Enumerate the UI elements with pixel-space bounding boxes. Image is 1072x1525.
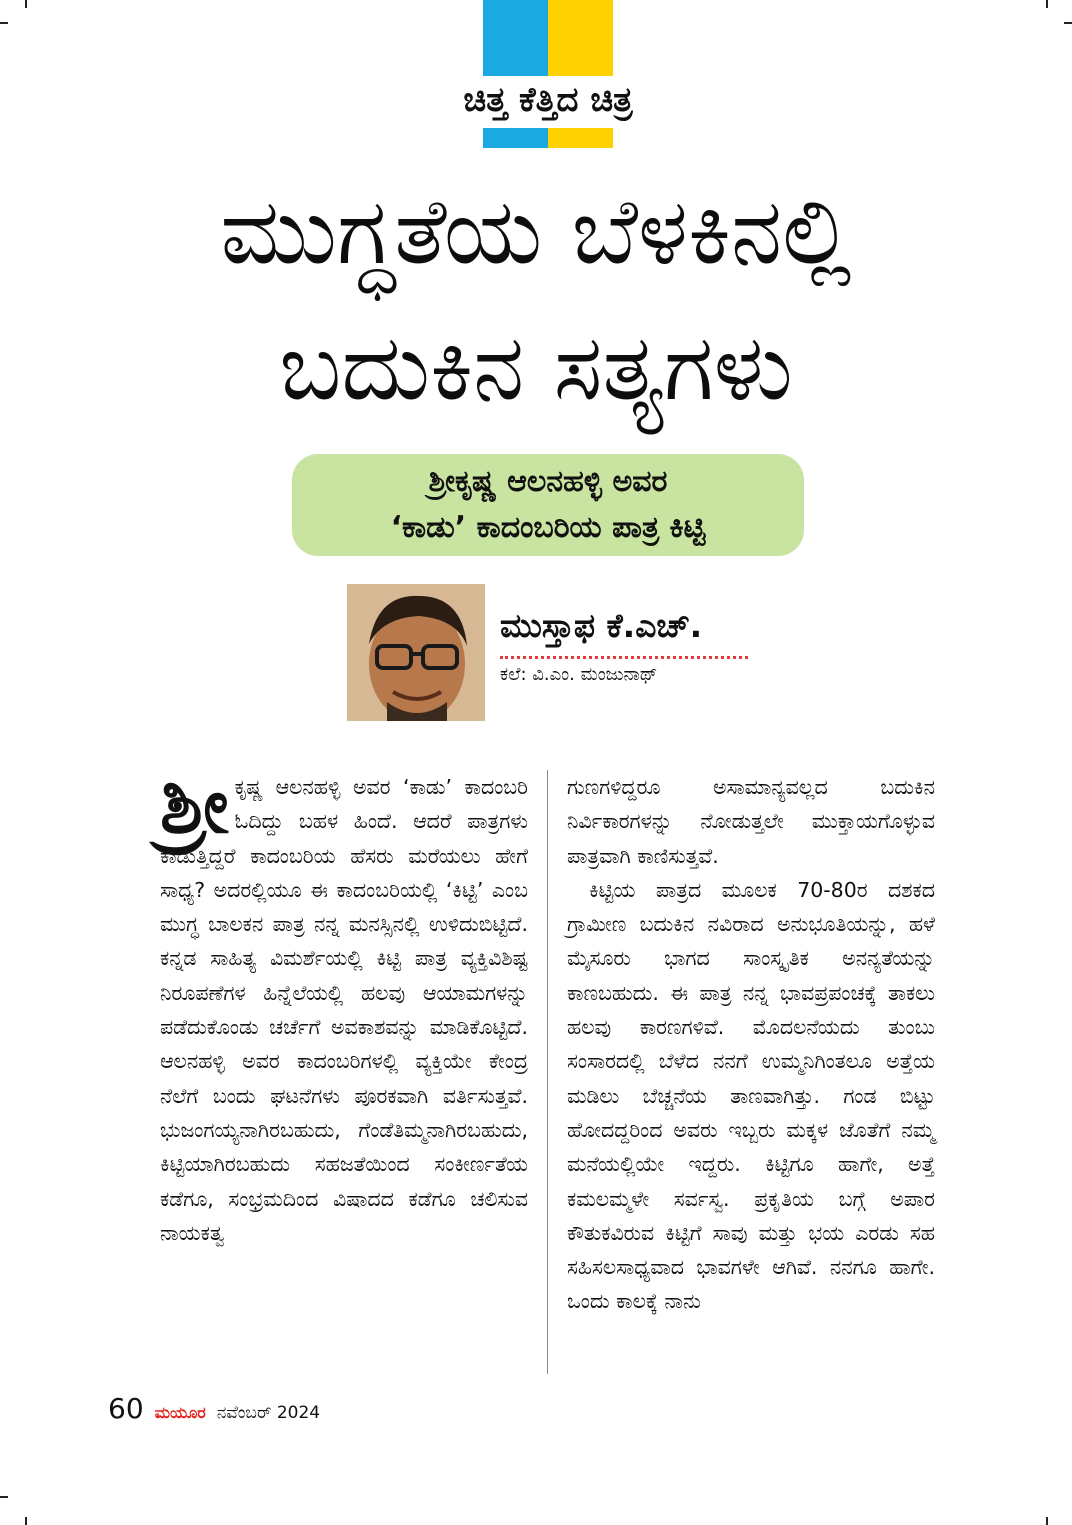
body-paragraph-indented bbox=[567, 873, 935, 1319]
body-column-1 bbox=[160, 761, 528, 1250]
crop-mark bbox=[0, 22, 8, 24]
subheading-line-1: ಶ್ರೀಕೃಷ್ಣ ಆಲನಹಳ್ಳಿ ಅವರ bbox=[428, 464, 668, 499]
subheading-box bbox=[292, 454, 804, 556]
crop-mark bbox=[1046, 1517, 1048, 1525]
headline-line-2: ಬದುಕಿನ ಸತ್ಯಗಳು bbox=[279, 314, 793, 421]
issue-date: ನವೆಂಬರ್ 2024 bbox=[216, 1403, 321, 1423]
section-label: ಚಿತ್ತ ಕೆತ್ತಿದ ಚಿತ್ರ bbox=[463, 80, 633, 120]
author-photo bbox=[347, 584, 485, 721]
author-name: ಮುಸ್ತಾಫ ಕೆ.ಎಚ್. bbox=[500, 606, 703, 645]
page-number: 60 bbox=[108, 1392, 144, 1425]
body-paragraph-text: ಕಿಟ್ಟಿಯ ಪಾತ್ರದ ಮೂಲಕ 70-80ರ ದಶಕದ ಗ್ರಾಮೀಣ ಬದುಕಿನ ನವಿರಾದ ಅನುಭೂತಿಯನ್ನು, ಹಳೆ ಮೈಸೂರು ಭಾಗದ ಸಾಂಸ್ಕೃತಿಕ ಅನನ್ಯತೆಯನ್ನು ಕಾಣಬಹುದು. ಈ ಪಾತ್ರ ನನ್ನ ಭಾವಪ್ರಪಂಚಕ್ಕೆ ತಾಕಲು ಹಲವು ಕಾರಣಗಳಿವೆ. ಮೊದಲನೆಯದು ತುಂಬು ಸಂಸಾರದಲ್ಲಿ ಬೆಳೆದ ನನಗೆ ಉಮ್ಮನಿಗಿಂತಲೂ ಅತ್ತೆಯ ಮಡಿಲು ಬೆಚ್ಚನೆಯ ತಾಣವಾಗಿತ್ತು. ಗಂಡ ಬಿಟ್ಟು ಹೋದದ್ದರಿಂದ ಅವರು ಇಬ್ಬರು ಮಕ್ಕಳ ಜೊತೆಗೆ ನಮ್ಮ ಮನೆಯಲ್ಲಿಯೇ ಇದ್ದರು. ಕಿಟ್ಟಿಗೂ ಹಾಗೇ, ಅತ್ತೆ ಕಮಲಮ್ಮಳೇ ಸರ್ವಸ್ವ. ಪ್ರಕೃತಿಯ ಬಗ್ಗೆ ಅಪಾರ ಕೌತುಕವಿರುವ ಕಿಟ್ಟಿಗೆ ಸಾವು ಮತ್ತು ಭಯ ಎರಡು ಸಹ ಸಹಿಸಲಸಾಧ್ಯವಾದ ಭಾವಗಳೇ ಆಗಿವೆ. ನನಗೂ ಹಾಗೇ. ಒಂದು ಕಾಲಕ್ಕೆ ನಾನು bbox=[567, 877, 935, 1314]
page-footer bbox=[108, 1392, 320, 1425]
column-divider bbox=[547, 770, 548, 1374]
body-text-column-1: ಕೃಷ್ಣ ಆಲನಹಳ್ಳಿ ಅವರ ‘ಕಾಡು’ ಕಾದಂಬರಿ ಓದಿದ್ದು ಬಹಳ ಹಿಂದೆ. ಆದರೆ ಪಾತ್ರಗಳು ಕಾಡುತ್ತಿದ್ದರೆ ಕಾದಂಬರಿಯ ಹೆಸರು ಮರೆಯಲು ಹೇಗೆ ಸಾಧ್ಯ? ಅದರಲ್ಲಿಯೂ ಈ ಕಾದಂಬರಿಯಲ್ಲಿ ‘ಕಿಟ್ಟಿ’ ಎಂಬ ಮುಗ್ಧ ಬಾಲಕನ ಪಾತ್ರ ನನ್ನ ಮನಸ್ಸಿನಲ್ಲಿ ಉಳಿದುಬಿಟ್ಟಿದೆ. ಕನ್ನಡ ಸಾಹಿತ್ಯ ವಿಮರ್ಶೆಯಲ್ಲಿ ಕಿಟ್ಟಿ ಪಾತ್ರ ವ್ಯಕ್ತಿವಿಶಿಷ್ಟ ನಿರೂಪಣೆಗಳ ಹಿನ್ನೆಲೆಯಲ್ಲಿ ಹಲವು ಆಯಾಮಗಳನ್ನು ಪಡೆದುಕೊಂಡು ಚರ್ಚೆಗೆ ಅವಕಾಶವನ್ನು ಮಾಡಿಕೊಟ್ಟಿದೆ. ಆಲನಹಳ್ಳಿ ಅವರ ಕಾದಂಬರಿಗಳಲ್ಲಿ ವ್ಯಕ್ತಿಯೇ ಕೇಂದ್ರ ನೆಲೆಗೆ ಬಂದು ಘಟನೆಗಳು ಪೂರಕವಾಗಿ ವರ್ತಿಸುತ್ತವೆ. ಭುಜಂಗಯ್ಯನಾಗಿರಬಹುದು, ಗೆಂಡೆತಿಮ್ಮನಾಗಿರಬಹುದು, ಕಿಟ್ಟಿಯಾಗಿರಬಹುದು ಸಹಜತೆಯಿಂದ ಸಂಕೀರ್ಣತೆಯ ಕಡೆಗೂ, ಸಂಭ್ರಮದಿಂದ ವಿಷಾದದ ಕಡೆಗೂ ಚಲಿಸುವ ನಾಯಕತ್ವ bbox=[160, 775, 528, 1245]
dotted-rule bbox=[500, 656, 748, 659]
crop-mark bbox=[25, 0, 27, 8]
art-credit: ಕಲೆ: ವಿ.ಎಂ. ಮಂಜುನಾಥ್ bbox=[500, 664, 658, 685]
drop-cap: ಶ್ರೀ bbox=[160, 761, 229, 851]
body-column-2 bbox=[567, 770, 935, 1319]
magazine-name: ಮಯೂರ bbox=[154, 1403, 206, 1422]
crop-mark bbox=[1046, 0, 1048, 8]
crop-mark bbox=[25, 1517, 27, 1525]
body-paragraph: ಗುಣಗಳಿದ್ದರೂ ಅಸಾಮಾನ್ಯವಲ್ಲದ ಬದುಕಿನ ನಿರ್ವಿಕಾರಗಳನ್ನು ನೋಡುತ್ತಲೇ ಮುಕ್ತಾಯಗೊಳ್ಳುವ ಪಾತ್ರವಾಗಿ ಕಾಣಿಸುತ್ತವೆ. bbox=[567, 775, 935, 868]
crop-mark bbox=[0, 1496, 8, 1498]
author-portrait-icon bbox=[347, 584, 485, 721]
section-badge bbox=[483, 0, 613, 148]
headline-line-1: ಮುಗ್ಧತೆಯ ಬೆಳಕಿನಲ್ಲಿ bbox=[220, 178, 852, 285]
crop-mark bbox=[1064, 22, 1072, 24]
subheading-line-2: ‘ಕಾಡು’ ಕಾದಂಬರಿಯ ಪಾತ್ರ ಕಿಟ್ಟಿ bbox=[390, 510, 706, 545]
